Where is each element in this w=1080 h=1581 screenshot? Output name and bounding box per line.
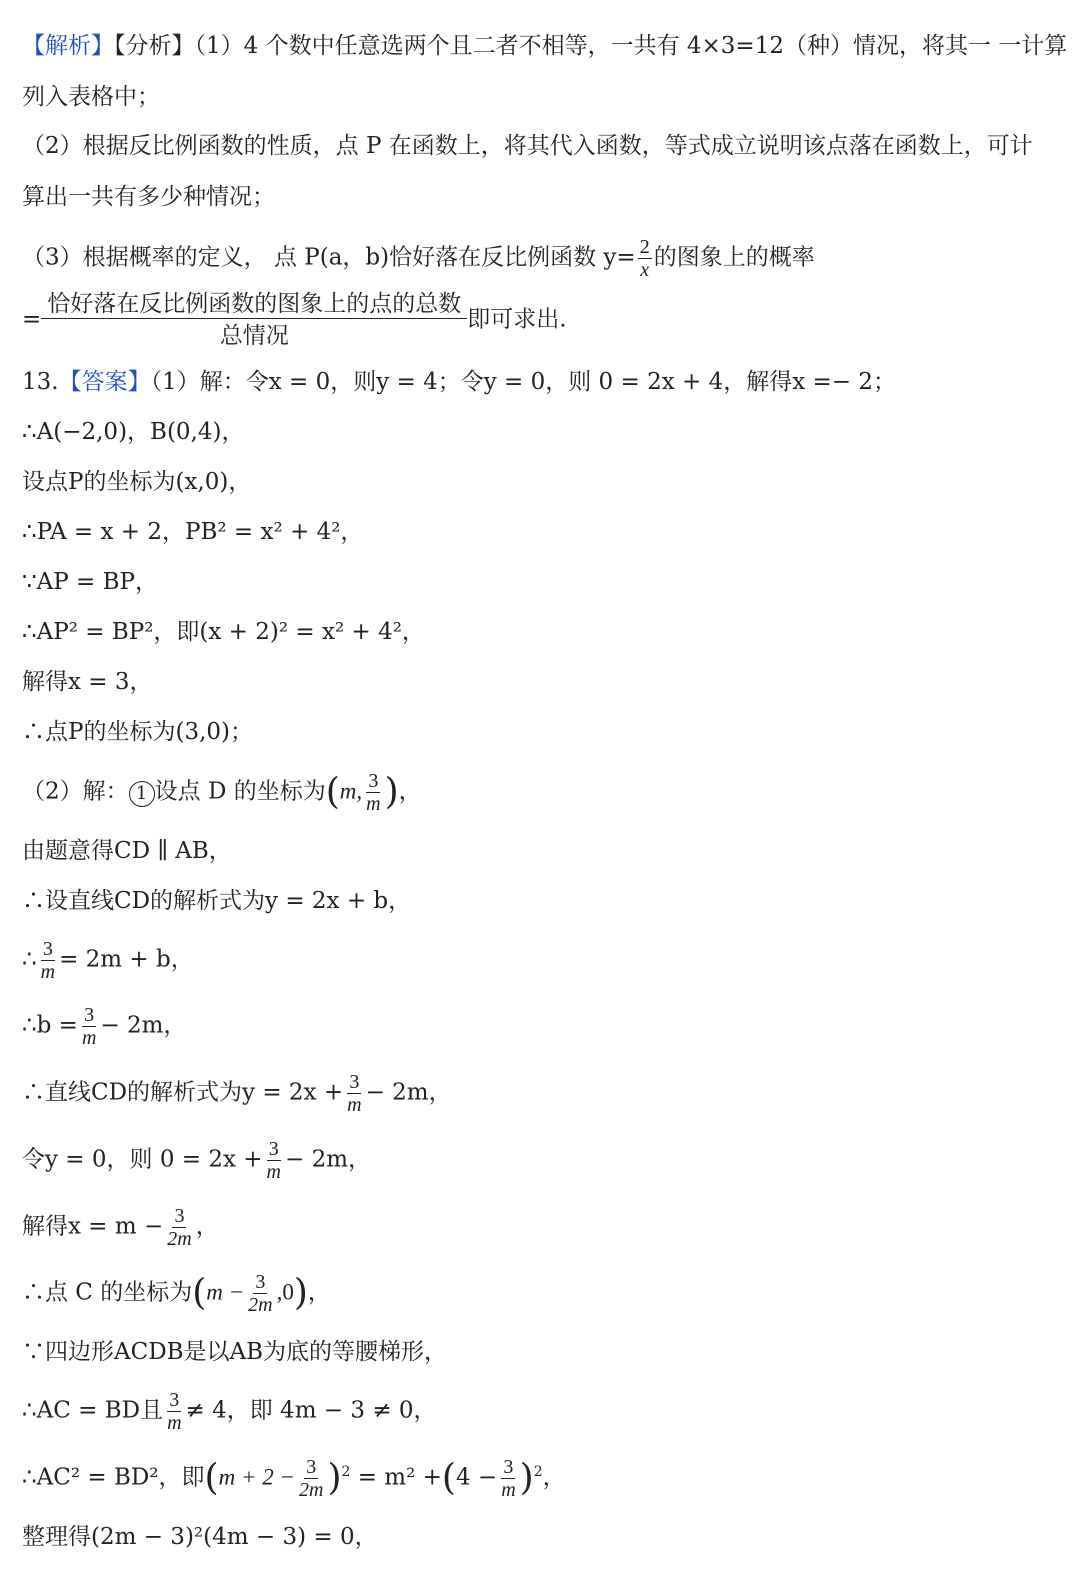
- answer-line-6: ∴AP² = BP²，即(x + 2)² = x² + 4²，: [22, 619, 425, 645]
- answer-line-8: ∴点P的坐标为(3,0)；: [22, 719, 253, 745]
- answer-line-4: ∴PA = x + 2，PB² = x² + 4²，: [22, 519, 364, 545]
- answer-line-2: ∴A(−2,0)，B(0,4)，: [22, 419, 245, 445]
- probability-formula: = 恰好落在反比例函数的图象上的点的总数 总情况 即可求出.: [22, 291, 567, 349]
- analysis-line-5: （3）根据概率的定义， 点 P(a，b)恰好落在反比例函数 y= $\frac{2}{x}$ 的图象上的概率: [22, 236, 815, 281]
- analysis-tag: 【解析】: [22, 33, 114, 59]
- answer-line-21: 整理得(2m − 3)²(4m − 3) = 0，: [22, 1524, 378, 1550]
- analysis-line-4: 算出一共有多少种情况；: [22, 184, 275, 210]
- answer-line-7: 解得x = 3，: [22, 669, 153, 695]
- answer-line-12: ∴ $\frac{3}{m}$ = 2m + b，: [22, 938, 194, 983]
- method-tag: 【分析】: [114, 33, 195, 59]
- answer-line-20: ∴AC² = BD²，即(m + 2 − $\frac{3}{2m}$ )$^2$ = m² +(4 − $\frac{3}{m}$ )$^2$，: [22, 1456, 566, 1501]
- analysis-line-2: 列入表格中；: [22, 84, 160, 110]
- answer-tag: 【答案】: [58, 369, 151, 395]
- answer-line-13: ∴b = $\frac{3}{m}$ − 2m，: [22, 1004, 187, 1049]
- answer-line-19: ∴AC = BD且 $\frac{3}{m}$ ≠ 4，即 4m − 3 ≠ 0，: [22, 1389, 437, 1434]
- answer-line-16: 解得x = m − $\frac{3}{2m}$ ，: [22, 1205, 219, 1250]
- answer-line-1: 13.【答案】（1）解：令x = 0，则y = 4；令y = 0，则 0 = 2x + 4，解得x =− 2；: [22, 369, 896, 395]
- answer-line-3: 设点P的坐标为(x,0)，: [22, 469, 252, 495]
- analysis-line-1: 【解析】【分析】（1）4 个数中任意选两个且二者不相等，一共有 4×3=12（种）情况，将其一 一计算: [22, 33, 1068, 59]
- circled-one: 1: [129, 781, 155, 807]
- answer-line-10: 由题意得CD ∥ AB，: [22, 838, 232, 864]
- answer-line-14: ∴直线CD的解析式为y = 2x + $\frac{3}{m}$ − 2m，: [22, 1071, 452, 1116]
- answer-line-5: ∵AP = BP，: [22, 569, 158, 595]
- analysis-line-3: （2）根据反比例函数的性质，点 P 在函数上，将其代入函数，等式成立说明该点落在函数上，可计: [22, 133, 1033, 159]
- answer-line-17: ∴点 C 的坐标为(m − $\frac{3}{2m}$ ,0)，: [22, 1271, 331, 1316]
- answer-line-9: （2）解： 1 设点 D 的坐标为(m, $\frac{3}{m}$ )，: [22, 770, 422, 815]
- answer-line-11: ∴设直线CD的解析式为y = 2x + b，: [22, 888, 412, 914]
- answer-line-18: ∵四边形ACDB是以AB为底的等腰梯形，: [22, 1339, 448, 1365]
- answer-line-15: 令y = 0，则 0 = 2x + $\frac{3}{m}$ − 2m，: [22, 1138, 372, 1183]
